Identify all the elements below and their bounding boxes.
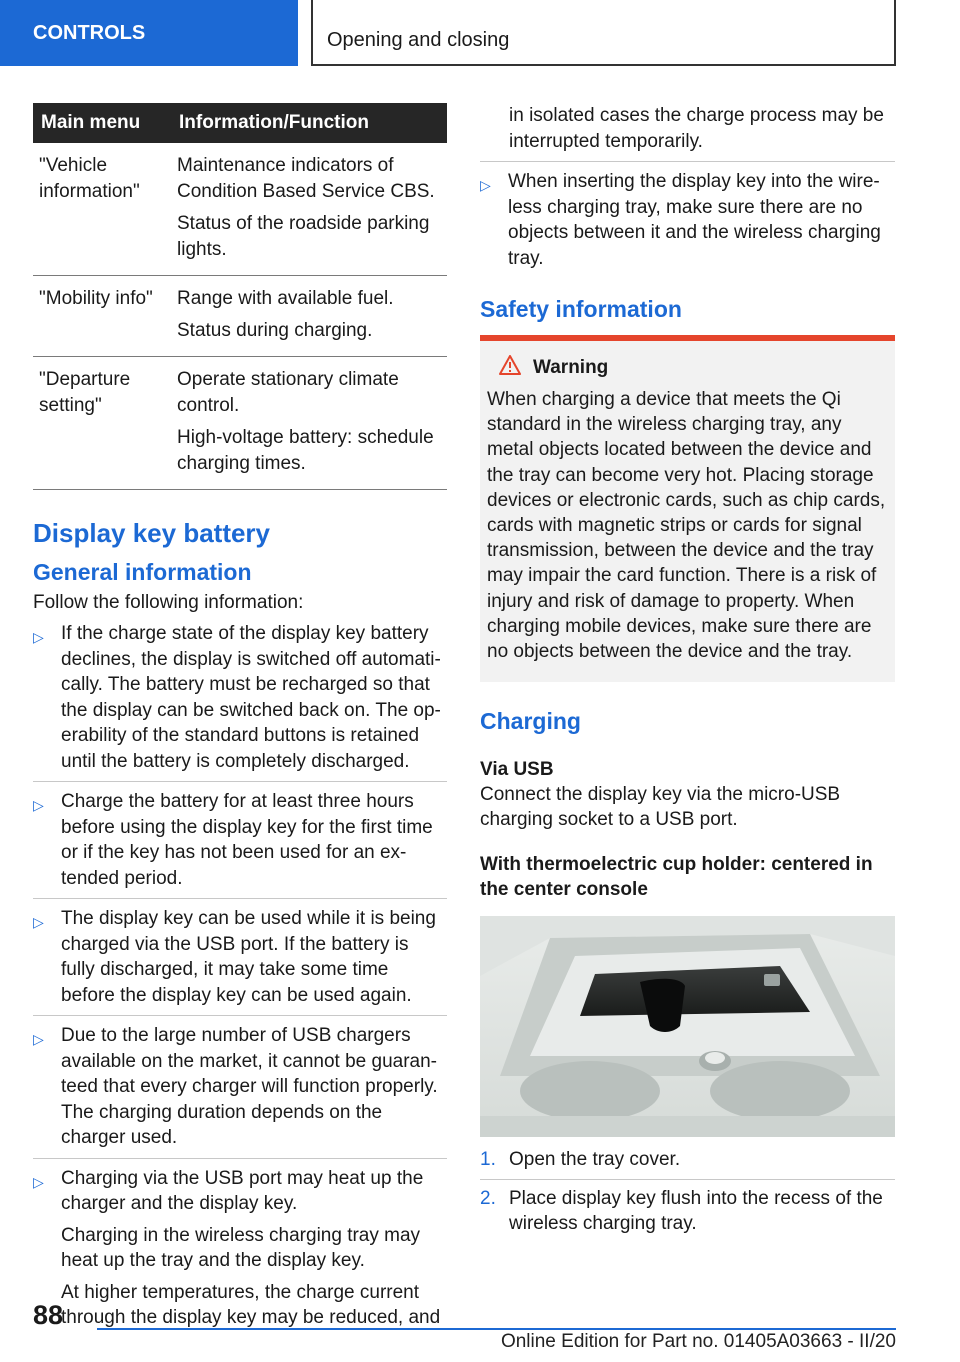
section-tab: CONTROLS xyxy=(0,0,298,66)
warning-title xyxy=(499,355,887,381)
info-cell xyxy=(171,276,447,357)
warning-label: Warning xyxy=(533,357,609,378)
safety-heading: Safety information xyxy=(480,296,682,322)
triangle-bullet-icon: ▷ xyxy=(480,177,491,193)
list-item xyxy=(33,1023,447,1159)
charging-heading: Charging xyxy=(480,708,581,735)
table-row xyxy=(33,276,447,357)
list-item-text: Due to the large number of USB chargers available on the market, it cannot be guaran‐teed that every charger will function properly. The charging duration depends on the charger used. xyxy=(61,1025,438,1148)
info-line: High-voltage battery: schedule charging times. xyxy=(177,427,434,474)
bullet-list-continued xyxy=(480,103,895,278)
cup-holder-heading: With thermoelectric cup holder: centered in the center console xyxy=(480,854,873,901)
info-cell xyxy=(171,143,447,276)
step-number: 1. xyxy=(480,1149,496,1171)
list-item-text: If the charge state of the display key battery declines, the display is switched off automati‐cally. The battery must be recharged so that the display can be switched back on. The op‐erability of the standard buttons is retained until the battery is completely discharged. xyxy=(61,623,441,772)
menu-cell: "Vehicle information" xyxy=(33,143,171,276)
left-column xyxy=(33,103,447,1345)
step-number: 2. xyxy=(480,1187,496,1209)
menu-table xyxy=(33,103,447,490)
triangle-bullet-icon: ▷ xyxy=(33,629,44,645)
usb-text: Connect the display key via the micro-USB charging socket to a USB port. xyxy=(480,784,841,831)
list-item xyxy=(33,906,447,1016)
edition-footer: Online Edition for Part no. 01405A03663 - II/20 xyxy=(500,1331,896,1352)
steps-list xyxy=(480,1147,895,1243)
section-heading: Display key battery xyxy=(33,518,271,548)
menu-cell: "Mobility info" xyxy=(33,276,171,357)
info-line: Maintenance indicators of Condition Based Service CBS. xyxy=(177,155,435,202)
triangle-bullet-icon: ▷ xyxy=(33,797,44,813)
center-console-photo xyxy=(480,916,895,1137)
list-item xyxy=(33,1166,447,1338)
list-item xyxy=(480,169,895,278)
page-number: 88 xyxy=(33,1300,64,1330)
triangle-bullet-icon: ▷ xyxy=(33,1031,44,1047)
triangle-bullet-icon: ▷ xyxy=(33,1173,44,1190)
list-item xyxy=(33,621,447,782)
right-column xyxy=(480,103,895,1249)
list-item-text: When inserting the display key into the wire‐less charging tray, make sure there are no objects between it and the wireless charging tray. xyxy=(508,171,881,269)
step-text: Open the tray cover. xyxy=(509,1149,681,1171)
info-line: Range with available fuel. xyxy=(177,288,394,309)
info-cell xyxy=(171,357,447,490)
info-line: Status during charging. xyxy=(177,320,373,341)
step-item xyxy=(480,1147,895,1180)
subsection-heading: General information xyxy=(33,559,252,585)
table-row xyxy=(33,357,447,490)
list-item-text: Charging via the USB port may heat up the charger and the display key. xyxy=(61,1167,424,1214)
via-usb-heading: Via USB xyxy=(480,759,554,781)
info-line: Operate stationary climate control. xyxy=(177,369,399,416)
triangle-bullet-icon: ▷ xyxy=(33,914,44,930)
chapter-title: Opening and closing xyxy=(311,0,896,66)
warning-text: When charging a device that meets the Qi standard in the wireless charging tray, any metal objects located between the device and the tray can become very hot. Placing storage devices or electronic cards, such as chip cards, cards with magnetic strips or cards for signal transmission, between the device and the tray may impair the card function. There is a risk of injury and risk of damage to property. When charging mobile devices, make sure there are no objects between the device and the tray. xyxy=(487,389,886,663)
step-item xyxy=(480,1186,895,1243)
list-item xyxy=(33,789,447,899)
list-item-text: At higher temperatures, the charge current through the display key may be reduced, and xyxy=(61,1281,441,1328)
list-item-text: The display key can be used while it is being charged via the USB port. If the battery is fully discharged, it may take some time before the display key can be used again. xyxy=(61,908,436,1006)
list-item-text: Charge the battery for at least three hours before using the display key for the first time or if the key has not been used for an ex‐tended period. xyxy=(61,791,433,889)
warning-triangle-icon xyxy=(499,355,521,381)
list-item xyxy=(480,103,895,162)
info-line: Status of the roadside parking lights. xyxy=(177,213,430,260)
warning-box xyxy=(480,341,895,682)
table-header-information: Information/Function xyxy=(171,103,447,143)
table-row xyxy=(33,143,447,276)
intro-text: Follow the following information: xyxy=(33,592,304,613)
list-item-text: Charging in the wireless charging tray may heat up the tray and the display key. xyxy=(61,1224,421,1271)
bullet-list xyxy=(33,621,447,1338)
menu-cell: "Departure setting" xyxy=(33,357,171,490)
list-item-text: in isolated cases the charge process may be interrupted temporarily. xyxy=(509,105,884,152)
table-header-main-menu: Main menu xyxy=(33,103,171,143)
step-text: Place display key flush into the recess of the wireless charging tray. xyxy=(509,1187,883,1235)
footer-divider xyxy=(97,1328,896,1330)
